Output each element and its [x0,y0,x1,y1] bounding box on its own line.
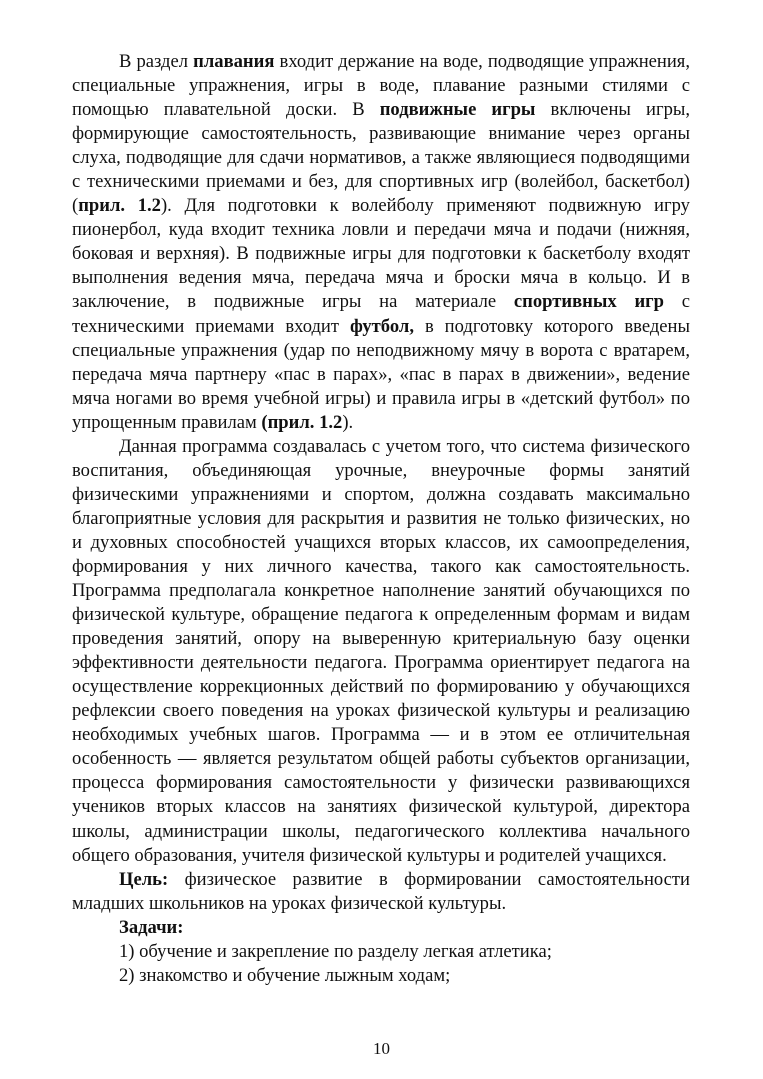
paragraph-program-description: Данная программа создавалась с учетом того, что система физического воспитания, объединяющая урочные, внеурочные формы занятий физическими упражнениями и спортом, должна создавать максимально благоприятные условия для раскрытия и развития не только физических, но и духовных способностей учащихся вторых классов, их самоопределения, формирования у них личного качества, такого как самостоятельность. Программа предполагала конкретное наполнение занятий обучающихся по физической культуре, обращение педагога к определенным формам и видам проведения занятий, опору на выверенную критериальную базу оценки эффективности деятельности педагога. Программа ориентирует педагога на осуществление коррекционных действий по формированию у обучающихся рефлексии своего поведения на уроках физической культуры и реализацию необходимых учебных шагов. Программа — и в этом ее отличительная особенность — является результатом общей работы субъектов организации, процесса формирования самостоятельности у физически развивающихся учеников вторых классов на занятиях физической культурой, директора школы, администрации школы, педагогического коллектива начального общего образования, учителя физической культуры и родителей учащихся. [72,435,690,866]
appendix-reference: (прил. 1.2 [261,411,343,433]
text-run: В раздел [119,51,194,72]
text-run: входит держание на воде, подводящие упражнения, специальные упражнения, игры в воде, плавание разными стилями с помощью плавательной доски. В [72,51,690,121]
bold-term-sports-games: спортивных игр [513,291,664,313]
text-run: в подготовку которого введены специальные упражнения (удар по неподвижному мячу в ворота с вратарем, передача мяча партнеру «пас в парах», «пас в парах в движении», ведение мяча ногами во время учебной игры) и правила игры в «детский футбол» по упрощенным правилам [72,315,690,433]
list-item: 1) обучение и закрепление по разделу легкая атлетика; [119,940,552,962]
paragraph-swimming-games [72,50,690,435]
goal-text: физическое развитие в формировании самостоятельности младших школьников на уроках физической культуры. [72,868,690,914]
list-item: 2) знакомство и обучение лыжным ходам; [119,964,451,986]
bold-term-outdoor-games: подвижные игры [379,99,536,121]
bold-term-swimming: плавания [193,51,275,72]
text-run: включены игры, формирующие самостоятельность, развивающие внимание через органы слуха, подводящие для сдачи нормативов, а также являющиеся подводящими с техническими приемами и без, для спортивных игр (волейбол, баскетбол) ( [72,99,691,217]
paragraph-goal [72,868,690,916]
text-run: ). [342,411,354,433]
tasks-label: Задачи: [119,916,184,938]
text-run: с техническими приемами входит [72,291,690,337]
document-page [72,50,690,988]
appendix-reference: прил. 1.2 [78,195,161,217]
bold-term-football: футбол, [349,315,414,337]
goal-label: Цель: [119,868,169,890]
tasks-heading [72,916,690,940]
text-run: ). Для подготовки к волейболу применяют подвижную игру пионербол, куда входит техника ловли и передачи мяча и подачи (нижняя, боковая и верхняя). В подвижные игры для подготовки к баскетболу входят выполнения ведения мяча, передача мяча и броски мяча в кольцо. И в заключение, в подвижные игры на материале [72,195,690,313]
page-number: 10 [373,1039,390,1058]
